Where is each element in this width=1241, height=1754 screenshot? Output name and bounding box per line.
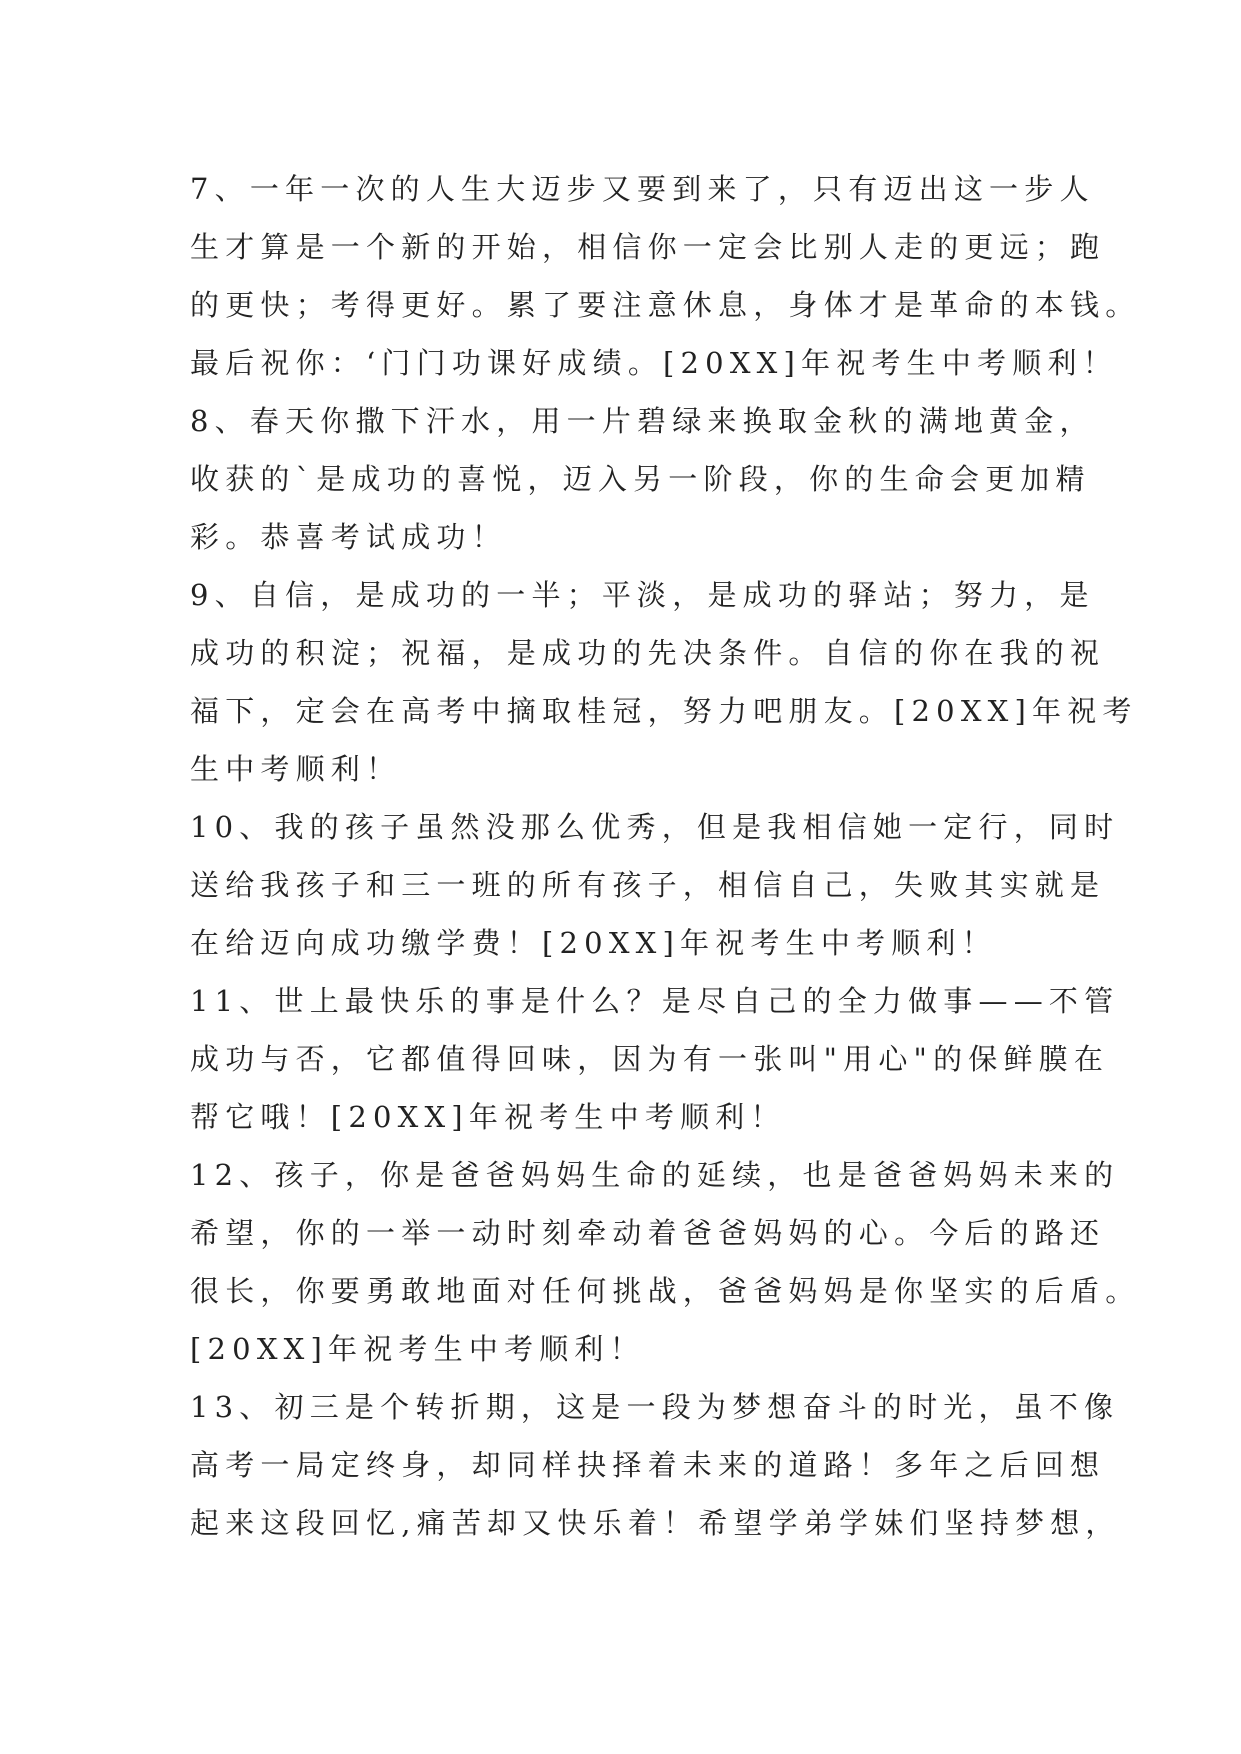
text-line: 高考一局定终身，却同样抉择着未来的道路！多年之后回想 [190, 1448, 1106, 1482]
text-line: 起来这段回忆,痛苦却又快乐着！希望学弟学妹们坚持梦想， [190, 1506, 1121, 1540]
document-body [190, 160, 1141, 1552]
text-line: 12、孩子，你是爸爸妈妈生命的延续，也是爸爸妈妈未来的 [190, 1158, 1120, 1192]
text-line: 成功的积淀；祝福，是成功的先决条件。自信的你在我的祝 [190, 636, 1106, 670]
text-line: 生中考顺利！ [190, 752, 402, 786]
text-line: 生才算是一个新的开始，相信你一定会比别人走的更远；跑 [190, 230, 1106, 264]
text-line: 帮它哦！[20XX]年祝考生中考顺利！ [190, 1100, 786, 1134]
text-line: 成功与否，它都值得回味，因为有一张叫"用心"的保鲜膜在 [190, 1042, 1110, 1076]
text-line: 的更快；考得更好。累了要注意休息，身体才是革命的本钱。 [190, 288, 1141, 322]
text-line: 13、初三是个转折期，这是一段为梦想奋斗的时光，虽不像 [190, 1390, 1120, 1424]
text-line: [20XX]年祝考生中考顺利！ [190, 1332, 645, 1366]
text-line: 最后祝你：‘门门功课好成绩。[20XX]年祝考生中考顺利！ [190, 346, 1118, 380]
text-line: 10、我的孩子虽然没那么优秀，但是我相信她一定行，同时 [190, 810, 1120, 844]
text-line: 11、世上最快乐的事是什么？是尽自己的全力做事——不管 [190, 984, 1120, 1018]
text-line: 8、春天你撒下汗水，用一片碧绿来换取金秋的满地黄金， [190, 404, 1095, 438]
text-line: 很长，你要勇敢地面对任何挑战，爸爸妈妈是你坚实的后盾。 [190, 1274, 1141, 1308]
text-line: 希望，你的一举一动时刻牵动着爸爸妈妈的心。今后的路还 [190, 1216, 1106, 1250]
text-line: 9、自信，是成功的一半；平淡，是成功的驿站；努力，是 [190, 578, 1095, 612]
text-line: 彩。恭喜考试成功！ [190, 520, 507, 554]
text-line: 送给我孩子和三一班的所有孩子，相信自己，失败其实就是 [190, 868, 1106, 902]
text-line: 7、一年一次的人生大迈步又要到来了，只有迈出这一步人 [190, 172, 1095, 206]
text-line: 福下，定会在高考中摘取桂冠，努力吧朋友。[20XX]年祝考 [190, 694, 1138, 728]
text-line: 收获的`是成功的喜悦，迈入另一阶段，你的生命会更加精 [190, 462, 1091, 496]
text-line: 在给迈向成功缴学费！[20XX]年祝考生中考顺利！ [190, 926, 997, 960]
